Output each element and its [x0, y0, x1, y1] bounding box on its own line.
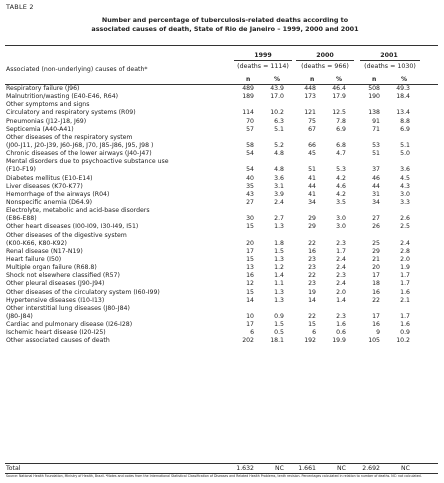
table-row — [0, 142, 444, 150]
table-label: TABLE 2 — [6, 3, 34, 11]
cell-n-2000: 6 — [312, 329, 316, 337]
cell-n-2001: 16 — [372, 288, 380, 296]
cell-pct-1999: 18.1 — [270, 337, 284, 345]
table-row — [0, 93, 444, 101]
row-label: Cardiac and pulmonary disease (I26-I28) — [6, 321, 133, 329]
table-row — [0, 207, 444, 215]
table-row — [0, 109, 444, 117]
total-pct-2001: NC — [401, 465, 410, 472]
row-label: Other pleural diseases (J90-J94) — [6, 280, 105, 288]
cell-n-1999: 10 — [246, 312, 254, 320]
cell-n-2001: 22 — [372, 296, 380, 304]
cell-pct-2000: 2.4 — [336, 264, 346, 272]
cell-pct-2000: 12.5 — [332, 109, 346, 117]
cell-pct-1999: 10.2 — [270, 109, 284, 117]
table-row — [0, 232, 444, 240]
cell-n-2000: 41 — [308, 174, 316, 182]
cell-pct-2000: 6.9 — [336, 125, 346, 133]
table-row — [0, 248, 444, 256]
table-row — [0, 272, 444, 280]
cell-n-1999: 15 — [246, 288, 254, 296]
row-label: (J80-J84) — [6, 312, 33, 320]
cell-n-1999: 12 — [246, 280, 254, 288]
table-row — [0, 223, 444, 231]
cell-pct-2000: 1.6 — [336, 321, 346, 329]
cell-n-1999: 16 — [246, 272, 254, 280]
title-line-1: Number and percentage of tuberculosis-related deaths according to — [101, 16, 349, 24]
row-label: Nonspecific anemia (D64.9) — [6, 198, 93, 206]
cell-pct-2000: 46.4 — [332, 85, 346, 92]
cell-n-2000: 75 — [308, 117, 316, 125]
cell-pct-2000: 2.4 — [336, 255, 346, 263]
cell-pct-2000: 2.3 — [336, 272, 346, 280]
cell-n-2001: 138 — [368, 109, 380, 117]
table-row — [0, 191, 444, 199]
cell-pct-2001: 5.1 — [400, 141, 410, 149]
cell-n-2000: 44 — [308, 182, 316, 190]
cell-n-2000: 51 — [308, 166, 316, 174]
row-label: Chronic diseases of the lower airways (J40-J47) — [6, 150, 152, 158]
row-label: Septicemia (A40-A41) — [6, 125, 74, 133]
deaths-1999: (deaths = 1114) — [237, 63, 289, 70]
cell-n-1999: 189 — [242, 93, 254, 101]
cell-n-2001: 17 — [372, 312, 380, 320]
row-label: (J00-J11, J20-J39, J60-J68, J70, J85-J86, J95, J98 ) — [6, 141, 154, 149]
table-row — [0, 158, 444, 166]
cell-pct-1999: 4.8 — [274, 150, 284, 158]
cell-n-2000: 23 — [308, 255, 316, 263]
cell-pct-2001: 18.4 — [396, 93, 410, 101]
cell-n-1999: 489 — [242, 85, 254, 92]
cell-pct-2001: 4.5 — [400, 174, 410, 182]
table-row — [0, 305, 444, 313]
cell-n-2000: 41 — [308, 190, 316, 198]
cell-n-1999: 17 — [246, 247, 254, 255]
cell-pct-1999: 2.4 — [274, 198, 284, 206]
row-label: Diabetes mellitus (E10-E14) — [6, 174, 93, 182]
rule-2000 — [296, 60, 354, 61]
cell-pct-1999: 4.8 — [274, 166, 284, 174]
cell-pct-2000: 2.3 — [336, 312, 346, 320]
table-row — [0, 101, 444, 109]
cell-n-2001: 51 — [372, 150, 380, 158]
cell-pct-1999: 5.1 — [274, 125, 284, 133]
table-row — [0, 150, 444, 158]
cell-n-2000: 22 — [308, 239, 316, 247]
cell-n-1999: 13 — [246, 264, 254, 272]
row-label: Hemorrhage of the airways (R04) — [6, 190, 110, 198]
col-pct-2000: % — [336, 76, 343, 83]
cell-n-1999: 58 — [246, 141, 254, 149]
cell-pct-2000: 4.2 — [336, 174, 346, 182]
cell-n-2001: 53 — [372, 141, 380, 149]
cell-n-2000: 121 — [304, 109, 316, 117]
cell-pct-2001: 3.6 — [400, 166, 410, 174]
cell-n-2000: 45 — [308, 150, 316, 158]
cell-n-2001: 44 — [372, 182, 380, 190]
cell-n-2000: 14 — [308, 296, 316, 304]
table-row — [0, 321, 444, 329]
cell-pct-2000: 1.7 — [336, 247, 346, 255]
row-label: Other diseases of the digestive system — [6, 231, 127, 239]
cell-n-2000: 22 — [308, 272, 316, 280]
cell-pct-2000: 3.0 — [336, 223, 346, 231]
col-n-1999: n — [246, 76, 251, 83]
cell-n-2001: 46 — [372, 174, 380, 182]
cell-pct-1999: 1.4 — [274, 272, 284, 280]
cell-pct-1999: 0.9 — [274, 312, 284, 320]
cell-pct-2001: 0.9 — [400, 329, 410, 337]
cell-pct-1999: 1.1 — [274, 280, 284, 288]
cell-pct-1999: 3.9 — [274, 190, 284, 198]
cell-n-2000: 22 — [308, 312, 316, 320]
col-pct-1999: % — [274, 76, 281, 83]
cell-n-1999: 15 — [246, 223, 254, 231]
cell-pct-2000: 2.4 — [336, 280, 346, 288]
cell-pct-1999: 1.5 — [274, 247, 284, 255]
row-label: Other associated causes of death — [6, 337, 110, 345]
table-row — [0, 264, 444, 272]
cell-n-2000: 173 — [304, 93, 316, 101]
cell-n-1999: 6 — [250, 329, 254, 337]
total-pct-2000: NC — [337, 465, 346, 472]
cell-n-2000: 192 — [304, 337, 316, 345]
cell-n-1999: 35 — [246, 182, 254, 190]
cell-n-2000: 67 — [308, 125, 316, 133]
table-row — [0, 289, 444, 297]
cell-n-1999: 14 — [246, 296, 254, 304]
table-row — [0, 85, 444, 93]
cell-n-1999: 15 — [246, 255, 254, 263]
cell-n-2001: 21 — [372, 255, 380, 263]
cell-pct-2000: 3.5 — [336, 198, 346, 206]
cell-n-1999: 17 — [246, 321, 254, 329]
cell-pct-1999: 17.0 — [270, 93, 284, 101]
year-2000: 2000 — [316, 52, 334, 59]
cell-pct-2000: 19.9 — [332, 337, 346, 345]
cell-pct-2001: 3.3 — [400, 198, 410, 206]
table-row — [0, 126, 444, 134]
cell-pct-2000: 3.0 — [336, 215, 346, 223]
table-row — [0, 329, 444, 337]
cell-pct-2001: 13.4 — [396, 109, 410, 117]
cell-pct-2000: 4.7 — [336, 150, 346, 158]
cell-pct-1999: 6.3 — [274, 117, 284, 125]
cell-n-2000: 19 — [308, 288, 316, 296]
cell-pct-2001: 2.0 — [400, 255, 410, 263]
cell-pct-1999: 1.2 — [274, 264, 284, 272]
cell-pct-1999: 0.5 — [274, 329, 284, 337]
col-pct-2001: % — [401, 76, 408, 83]
table-row — [0, 297, 444, 305]
cell-n-2001: 16 — [372, 321, 380, 329]
cell-n-1999: 30 — [246, 215, 254, 223]
cell-pct-2000: 7.8 — [336, 117, 346, 125]
year-1999: 1999 — [254, 52, 272, 59]
cell-n-1999: 114 — [242, 109, 254, 117]
rule-2001 — [360, 60, 420, 61]
cell-pct-2001: 49.3 — [396, 85, 410, 92]
row-label: Circulatory and respiratory systems (R09) — [6, 109, 136, 117]
table-row — [0, 256, 444, 264]
column-header-causes: Associated (non-underlying) causes of death* — [6, 66, 148, 73]
cell-n-1999: 40 — [246, 174, 254, 182]
cell-n-2001: 26 — [372, 223, 380, 231]
table-title — [60, 16, 390, 34]
cell-pct-1999: 1.3 — [274, 296, 284, 304]
cell-n-2001: 20 — [372, 264, 380, 272]
table-row — [0, 240, 444, 248]
cell-n-1999: 202 — [242, 337, 254, 345]
cell-pct-2001: 1.6 — [400, 321, 410, 329]
row-label: Renal disease (N17-N19) — [6, 247, 83, 255]
row-label: Pneumonias (J12-J18, J69) — [6, 117, 87, 125]
row-label: Multiple organ failure (R68.8) — [6, 264, 97, 272]
cell-n-2000: 29 — [308, 223, 316, 231]
row-label: Other symptoms and signs — [6, 101, 90, 109]
row-label: (K00-K66, K80-K92) — [6, 239, 67, 247]
cell-pct-2001: 6.9 — [400, 125, 410, 133]
cell-n-2000: 34 — [308, 198, 316, 206]
cell-pct-1999: 3.6 — [274, 174, 284, 182]
cell-n-2001: 25 — [372, 239, 380, 247]
table-row — [0, 183, 444, 191]
row-label: Liver diseases (K70-K77) — [6, 182, 83, 190]
cell-n-1999: 54 — [246, 150, 254, 158]
total-n-2001: 2.692 — [362, 465, 380, 472]
cell-pct-2001: 2.6 — [400, 215, 410, 223]
cell-n-1999: 54 — [246, 166, 254, 174]
total-n-1999: 1.632 — [236, 465, 254, 472]
row-label: Other diseases of the circulatory system (I60-I99) — [6, 288, 160, 296]
table-row — [0, 134, 444, 142]
year-2001: 2001 — [380, 52, 398, 59]
cell-pct-1999: 43.9 — [270, 85, 284, 92]
top-rule — [5, 45, 438, 46]
row-label: Mental disorders due to psychoactive substance use — [6, 158, 169, 166]
cell-n-2001: 29 — [372, 247, 380, 255]
total-label: Total — [6, 465, 21, 472]
cell-pct-2001: 2.8 — [400, 247, 410, 255]
cell-pct-1999: 1.3 — [274, 288, 284, 296]
cell-pct-2001: 8.8 — [400, 117, 410, 125]
cell-n-2001: 17 — [372, 272, 380, 280]
cell-n-2000: 23 — [308, 280, 316, 288]
cell-n-2001: 508 — [368, 85, 380, 92]
table-row — [0, 166, 444, 174]
cell-pct-2001: 1.7 — [400, 272, 410, 280]
total-pct-1999: NC — [275, 465, 284, 472]
cell-n-2001: 27 — [372, 215, 380, 223]
cell-n-2000: 448 — [304, 85, 316, 92]
cell-pct-2000: 4.6 — [336, 182, 346, 190]
row-label: Electrolyte, metabolic and acid-base disorders — [6, 207, 150, 215]
total-n-2000: 1.661 — [298, 465, 316, 472]
row-label: Heart failure (I50) — [6, 255, 62, 263]
cell-n-2001: 71 — [372, 125, 380, 133]
cell-pct-2001: 10.2 — [396, 337, 410, 345]
cell-pct-2001: 2.5 — [400, 223, 410, 231]
cell-n-2001: 34 — [372, 198, 380, 206]
row-label: Shock not elsewhere classified (R57) — [6, 272, 120, 280]
cell-pct-1999: 1.3 — [274, 223, 284, 231]
cell-pct-2000: 2.0 — [336, 288, 346, 296]
col-n-2001: n — [372, 76, 377, 83]
cell-pct-2000: 5.3 — [336, 166, 346, 174]
row-label: Other diseases of the respiratory system — [6, 133, 133, 141]
cell-n-1999: 57 — [246, 125, 254, 133]
row-label: Ischemic heart disease (I20-I25) — [6, 329, 106, 337]
table-row — [0, 337, 444, 345]
table-body — [0, 85, 444, 346]
row-label: Malnutrition/wasting (E40-E46, R64) — [6, 93, 119, 101]
cell-n-2001: 190 — [368, 93, 380, 101]
cell-n-2000: 66 — [308, 141, 316, 149]
cell-pct-2001: 1.7 — [400, 312, 410, 320]
col-n-2000: n — [310, 76, 315, 83]
deaths-2000: (deaths = 966) — [301, 63, 349, 70]
cell-n-1999: 43 — [246, 190, 254, 198]
table-row — [0, 175, 444, 183]
cell-n-2001: 91 — [372, 117, 380, 125]
row-label: Other heart diseases (I00-I09, I30-I49, I51) — [6, 223, 139, 231]
cell-n-2001: 105 — [368, 337, 380, 345]
cell-pct-1999: 5.2 — [274, 141, 284, 149]
cell-n-2000: 15 — [308, 321, 316, 329]
table-row — [0, 199, 444, 207]
footnote: Source: National Health Foundation, Ministry of Health, Brazil. *Notes and codes from the International Statistical Classification of Diseases and Related Health Problems, tenth revision. Percentages calculated in relation to number of deaths. NC: not calculated. — [6, 474, 422, 478]
cell-pct-2000: 2.3 — [336, 239, 346, 247]
cell-pct-2000: 6.8 — [336, 141, 346, 149]
cell-n-2000: 16 — [308, 247, 316, 255]
cell-n-1999: 70 — [246, 117, 254, 125]
row-label: Other interstitial lung diseases (J80-J84) — [6, 304, 130, 312]
cell-pct-2000: 17.9 — [332, 93, 346, 101]
cell-n-2001: 18 — [372, 280, 380, 288]
cell-pct-1999: 2.7 — [274, 215, 284, 223]
cell-pct-2001: 2.1 — [400, 296, 410, 304]
cell-pct-2001: 1.6 — [400, 288, 410, 296]
cell-pct-2001: 1.7 — [400, 280, 410, 288]
cell-pct-1999: 1.3 — [274, 255, 284, 263]
cell-pct-1999: 1.8 — [274, 239, 284, 247]
table-row — [0, 313, 444, 321]
cell-n-1999: 20 — [246, 239, 254, 247]
row-label: Respiratory failure (J96) — [6, 85, 80, 92]
table-row — [0, 280, 444, 288]
cell-pct-2001: 2.4 — [400, 239, 410, 247]
cell-n-2001: 31 — [372, 190, 380, 198]
cell-pct-1999: 3.1 — [274, 182, 284, 190]
cell-n-1999: 27 — [246, 198, 254, 206]
total-row — [0, 464, 444, 473]
cell-pct-1999: 1.5 — [274, 321, 284, 329]
cell-pct-2000: 4.2 — [336, 190, 346, 198]
cell-n-2001: 37 — [372, 166, 380, 174]
deaths-2001: (deaths = 1030) — [364, 63, 416, 70]
row-label: (F10-F19) — [6, 166, 36, 174]
cell-pct-2001: 3.0 — [400, 190, 410, 198]
cell-pct-2000: 0.6 — [336, 329, 346, 337]
row-label: Hypertensive diseases (I10-I13) — [6, 296, 105, 304]
cell-n-2000: 29 — [308, 215, 316, 223]
table-row — [0, 215, 444, 223]
table-row — [0, 118, 444, 126]
cell-pct-2001: 4.3 — [400, 182, 410, 190]
cell-n-2000: 23 — [308, 264, 316, 272]
cell-n-2001: 9 — [376, 329, 380, 337]
cell-pct-2001: 1.9 — [400, 264, 410, 272]
rule-1999 — [234, 60, 292, 61]
cell-pct-2000: 1.4 — [336, 296, 346, 304]
row-label: (E86-E88) — [6, 215, 37, 223]
cell-pct-2001: 5.0 — [400, 150, 410, 158]
title-line-2: associated causes of death, State of Rio de Janeiro – 1999, 2000 and 2001 — [91, 25, 359, 33]
